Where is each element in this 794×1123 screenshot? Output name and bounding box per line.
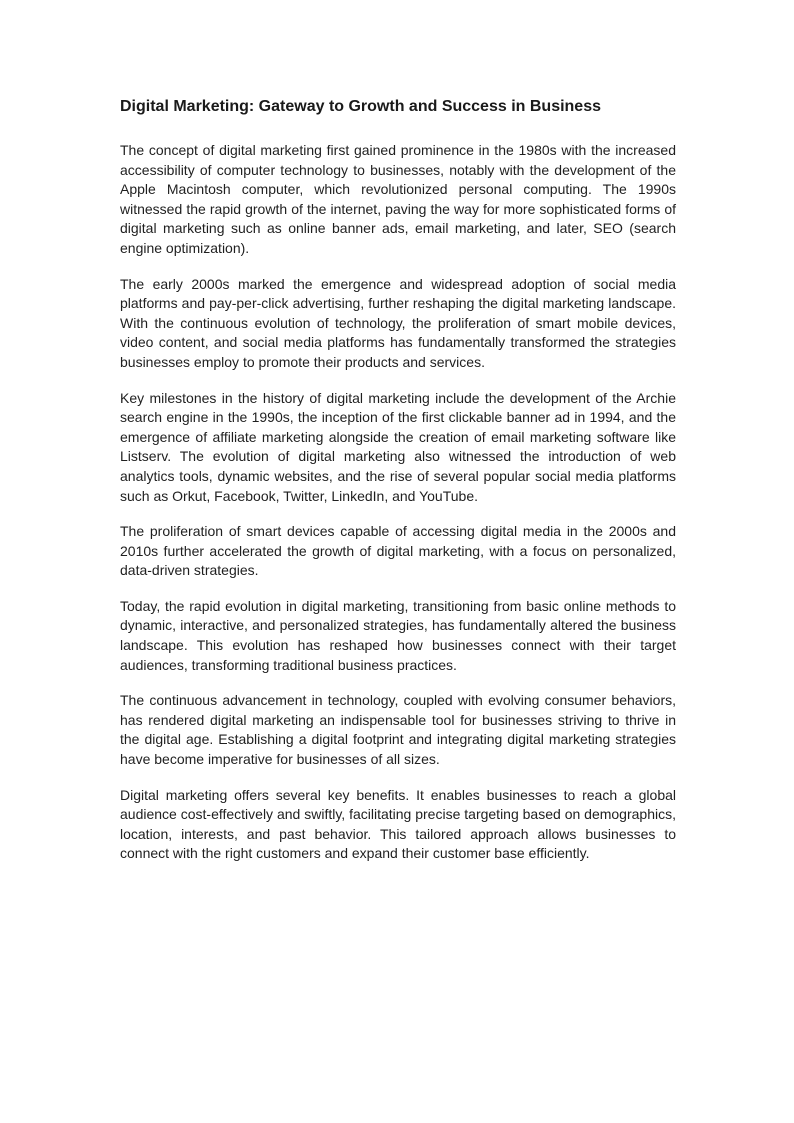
document-title: Digital Marketing: Gateway to Growth and Success in Business	[120, 98, 601, 115]
document-content	[120, 97, 676, 864]
paragraph-5: Today, the rapid evolution in digital marketing, transitioning from basic online methods to dynamic, interactive, and personalized strategies, has fundamentally altered the business landscape. This evolution has reshaped how businesses connect with their target audiences, transforming traditional business practices.	[120, 597, 676, 673]
paragraph-3: Key milestones in the history of digital marketing include the development of the Archie search engine in the 1990s, the inception of the first clickable banner ad in 1994, and the emergence of affiliate marketing alongside the creation of email marketing software like Listserv. The evolution of digital marketing also witnessed the introduction of web analytics tools, dynamic websites, and the rise of several popular social media platforms such as Orkut, Facebook, Twitter, LinkedIn, and YouTube.	[120, 389, 676, 504]
paragraph-7: Digital marketing offers several key benefits. It enables businesses to reach a global audience cost-effectively and swiftly, facilitating precise targeting based on demographics, location, interests, and past behavior. This tailored approach allows businesses to connect with the right customers and expand their customer base efficiently.	[120, 786, 676, 862]
paragraph-6: The continuous advancement in technology, coupled with evolving consumer behaviors, has rendered digital marketing an indispensable tool for businesses striving to thrive in the digital age. Establishing a digital footprint and integrating digital marketing strategies have become imperative for businesses of all sizes.	[120, 692, 676, 768]
paragraph-4: The proliferation of smart devices capable of accessing digital media in the 2000s and 2010s further accelerated the growth of digital marketing, with a focus on personalized, data-driven strategies.	[120, 523, 676, 579]
paragraph-1: The concept of digital marketing first gained prominence in the 1980s with the increased accessibility of computer technology to businesses, notably with the development of the Apple Macintosh computer, which revolutionized personal computing. The 1990s witnessed the rapid growth of the internet, paving the way for more sophisticated forms of digital marketing such as online banner ads, email marketing, and later, SEO (search engine optimization).	[120, 142, 676, 256]
paragraph-2: The early 2000s marked the emergence and widespread adoption of social media platforms and pay-per-click advertising, further reshaping the digital marketing landscape. With the continuous evolution of technology, the proliferation of smart mobile devices, video content, and social media platforms has fundamentally transformed the strategies businesses employ to promote their products and services.	[120, 275, 676, 370]
